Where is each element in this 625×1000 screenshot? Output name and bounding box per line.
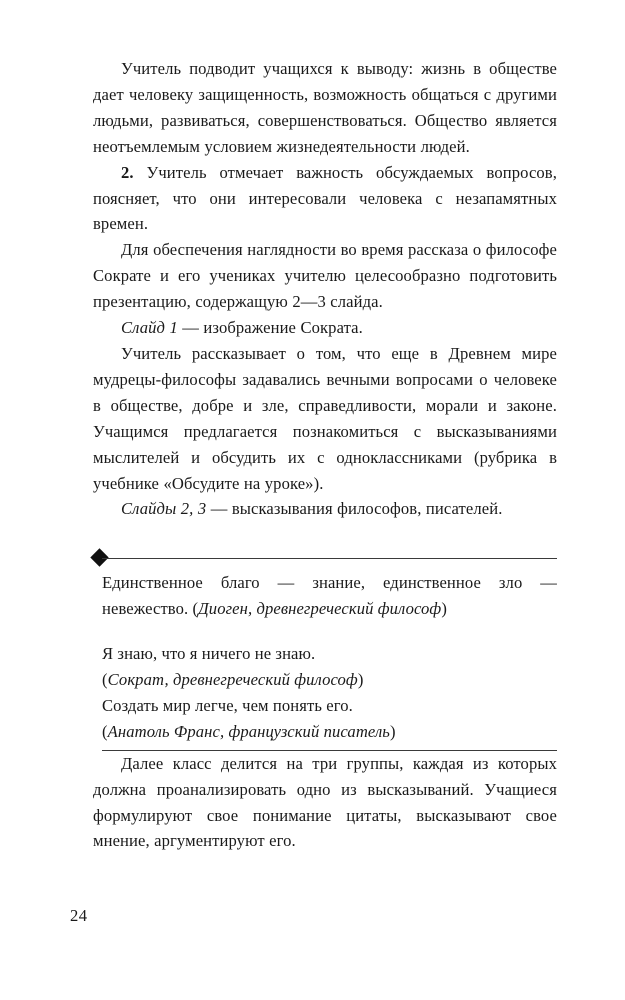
quote-france: Создать мир легче, чем понять его.	[102, 695, 353, 715]
quote-socrates-paren-open: (	[102, 670, 108, 690]
paragraph-tail: Далее класс делится на три группы, каждая из которых должна проанализировать одно из высказываний. Учащиеся формулируют свое понимание цитаты, высказывают свое мнение, аргументируют его.	[93, 753, 557, 851]
page-number: 24	[70, 906, 88, 925]
quote-socrates-paren-close: )	[357, 670, 364, 690]
slide-label-1: Слайд 1	[121, 318, 178, 338]
text-column	[93, 56, 557, 854]
paragraph-slide-1	[93, 315, 557, 341]
slides-2-3-description: — высказывания философов, писателей.	[206, 499, 503, 519]
quote-france-paren-open: (	[102, 721, 108, 741]
quote-box-bottom-rule	[102, 750, 557, 751]
quote-box-top-rule	[102, 558, 557, 559]
paragraph-2-text: Учитель отмечает важность обсуждаемых вопросов, поясняет, что они интересовали человека с незапамятных времен.	[93, 162, 557, 234]
slide-label-2-3: Слайды 2, 3	[121, 499, 207, 519]
paragraph-slides-2-3	[93, 496, 557, 522]
quote-diogenes-attribution: Диоген, древнегреческий философ	[198, 599, 442, 619]
quote-diogenes	[102, 570, 557, 622]
quote-diogenes-closing: )	[441, 599, 447, 619]
quote-france-attribution-line	[102, 719, 557, 745]
quote-socrates-attribution: Сократ, древнегреческий философ	[107, 670, 358, 690]
quote-box-content	[93, 570, 557, 744]
paragraph-1: Учитель подводит учащихся к выводу: жизнь в обществе дает человеку защищенность, возможность общаться с другими людьми, развиваться, совершенствоваться. Общество является неотъемлемым условием жизнедеятельности людей.	[93, 59, 557, 156]
paragraph-2	[93, 160, 557, 238]
quote-box	[93, 548, 557, 750]
paragraph-3: Для обеспечения наглядности во время рассказа о философе Сократе и его учениках учителю целесообразно подготовить презентацию, содержащую 2—3 слайда.	[93, 240, 557, 312]
quote-france-attribution: Анатоль Франс, французский писатель	[107, 721, 390, 741]
quote-diogenes-text: Единственное благо — знание, единственное зло — невежество. (	[102, 573, 557, 619]
quote-france-paren-close: )	[389, 721, 396, 741]
quote-separator-gap	[102, 622, 557, 641]
quote-socrates-attribution-line	[102, 667, 557, 693]
quote-socrates: Я знаю, что я ничего не знаю.	[102, 644, 316, 664]
paragraph-5: Учитель рассказывает о том, что еще в Древнем мире мудрецы-философы задавались вечными вопросами о человеке в обществе, добре и зле, справедливости, морали и законе. Учащимся предлагается познакомиться с высказываниями мыслителей и обсудить их с одноклассниками (рубрика в учебнике «Обсудите на уроке»).	[93, 343, 557, 493]
slide-1-description: — изображение Сократа.	[177, 318, 363, 338]
list-marker-2: 2.	[121, 162, 134, 182]
